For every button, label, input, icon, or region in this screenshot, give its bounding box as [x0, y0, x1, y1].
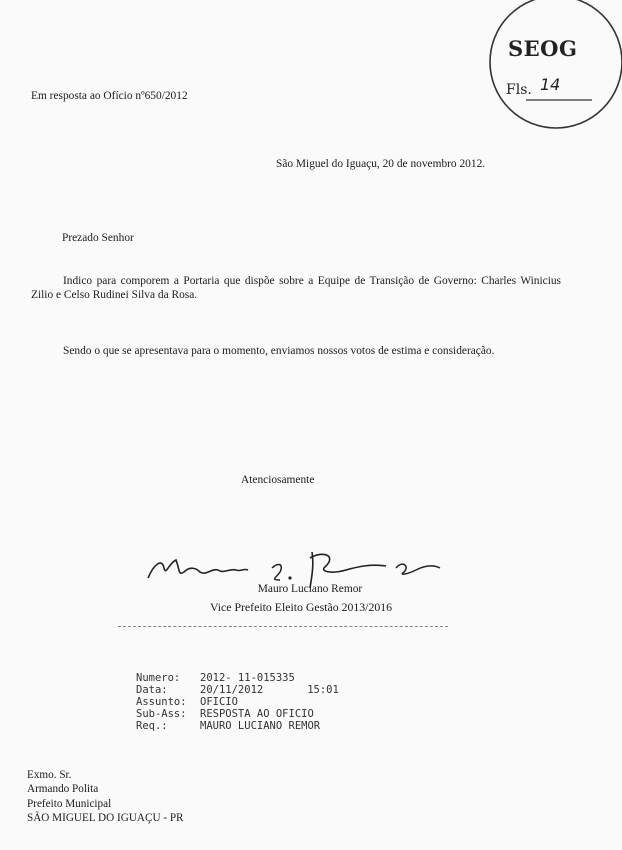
protocol-time-value: 15:01 — [307, 684, 339, 696]
protocol-data-value: 20/11/2012 — [200, 684, 264, 696]
addressee-name: Armando Polita — [27, 783, 99, 796]
salutation: Prezado Senhor — [62, 232, 134, 244]
stamp-fls-number: 14 — [540, 75, 561, 94]
seog-stamp — [484, 0, 622, 132]
protocol-row-subass — [136, 708, 339, 720]
protocol-subass-label: Sub-Ass: — [136, 708, 187, 720]
addressee-position: Prefeito Municipal — [27, 797, 112, 810]
protocol-data-label: Data: — [136, 684, 168, 696]
protocol-row-data — [136, 684, 339, 696]
protocol-row-numero — [136, 672, 339, 684]
protocol-row-assunto — [136, 696, 339, 708]
reference-line: Em resposta ao Ofício nº650/2012 — [31, 90, 188, 102]
stamp-circle — [484, 0, 622, 132]
protocol-assunto-value: OFICIO — [200, 696, 238, 708]
protocol-row-req — [136, 720, 339, 732]
protocol-numero-value: 2012- 11-015335 — [200, 672, 295, 684]
protocol-block — [136, 672, 339, 732]
addressee-block — [27, 768, 184, 826]
addressee-city: SÃO MIGUEL DO IGUAÇU - PR — [27, 812, 184, 825]
place-date: São Miguel do Iguaçu, 20 de novembro 2012. — [276, 158, 486, 170]
protocol-assunto-label: Assunto: — [136, 696, 187, 708]
paragraph-regards: Sendo o que se apresentava para o momento, enviamos nossos votos de estima e consideração. — [63, 345, 495, 357]
signature-divider — [118, 626, 448, 628]
signer-title: Vice Prefeito Eleito Gestão 2013/2016 — [209, 600, 393, 614]
stamp-title: SEOG — [508, 36, 578, 61]
signer-name: Mauro Luciano Remor — [257, 583, 363, 595]
closing: Atenciosamente — [241, 474, 315, 486]
protocol-req-value: MAURO LUCIANO REMOR — [200, 720, 321, 732]
paragraph-nomination: Indico para comporem a Portaria que dispõe sobre a Equipe de Transição de Governo: Charles Winicius Zilio e Celso Rudinei Silva da Rosa. — [31, 275, 561, 301]
protocol-subass-value: RESPOSTA AO OFICIO — [200, 708, 314, 720]
addressee-honorific: Exmo. Sr. — [27, 769, 72, 781]
stamp-fls-label: Fls. — [506, 82, 532, 98]
protocol-numero-label: Numero: — [136, 672, 181, 684]
protocol-req-label: Req.: — [136, 720, 168, 732]
